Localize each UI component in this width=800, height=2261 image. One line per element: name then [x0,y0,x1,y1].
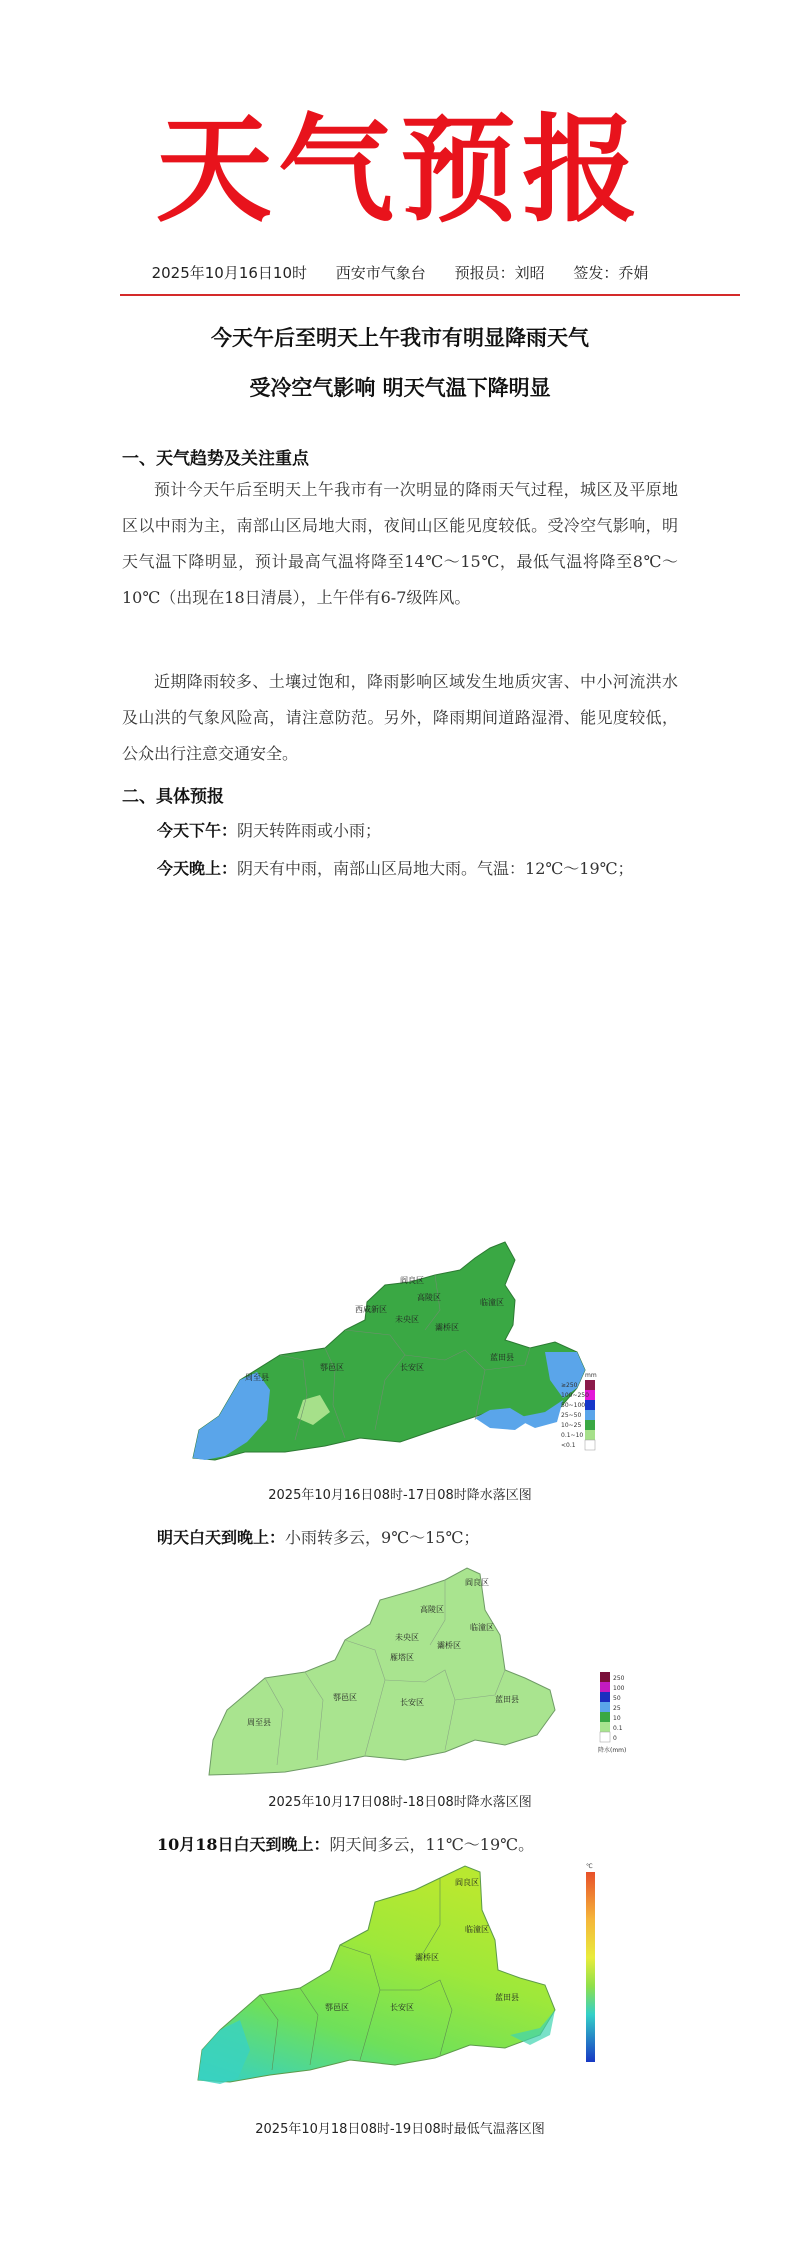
map-2-caption: 2025年10月17日08时-18日08时降水落区图 [268,1795,532,1810]
place-label: 灞桥区 [437,1641,461,1650]
section-2-title: 二、具体预报 [122,787,224,807]
place-label: 鄠邑区 [320,1363,344,1372]
precipitation-map-1 [185,1230,625,1475]
place-label: 长安区 [400,1698,424,1707]
place-label: 鄠邑区 [333,1693,357,1702]
forecast-day-18 [157,1832,534,1855]
map-3-caption: 2025年10月18日08时-19日08时最低气温落区图 [255,2122,545,2137]
legend-label: 250 [613,1675,625,1682]
legend-label: <0.1 [561,1442,576,1449]
legend-label: 50 [613,1695,621,1702]
section-1-paragraph-2: 近期降雨较多、土壤过饱和，降雨影响区域发生地质灾害、中小河流洪水及山洪的气象风险高，请注意防范。另外，降雨期间道路湿滑、能见度较低，公众出行注意交通安全。 [122,672,678,763]
legend-title: ℃ [586,1863,593,1870]
forecast-label: 明天白天到晚上： [157,1528,286,1547]
headline-line-1: 今天午后至明天上午我市有明显降雨天气 [211,325,589,350]
section-1-title: 一、天气趋势及关注重点 [122,449,309,469]
forecast-text: 小雨转多云，9℃～15℃； [285,1528,480,1547]
place-label: 西咸新区 [355,1305,387,1314]
place-label: 鄠邑区 [325,2003,349,2012]
place-label: 长安区 [400,1363,424,1372]
legend-label: 25~50 [561,1412,582,1419]
place-label: 临潼区 [480,1298,504,1307]
legend-title: mm [585,1372,597,1379]
forecast-label: 今天下午： [157,821,238,840]
place-label: 长安区 [390,2003,414,2012]
legend-label: 100~250 [561,1392,589,1399]
place-label: 灞桥区 [435,1323,459,1332]
legend-label: 10 [613,1715,621,1722]
forecast-text: 阴天转阵雨或小雨； [237,821,382,840]
map-3-legend [586,1863,595,2062]
issue-time: 2025年10月16日10时 [151,264,308,282]
map-2-legend [598,1672,626,1754]
legend-label: 10~25 [561,1422,582,1429]
place-label: 蓝田县 [495,1993,519,2002]
min-temperature-map-3 [190,1860,620,2095]
place-label: 阎良区 [400,1276,424,1285]
legend-label: ≥250 [561,1382,578,1389]
issue-issuer: 签发：乔娟 [573,264,649,282]
forecast-label: 10月18日白天到晚上： [157,1835,330,1854]
place-label: 高陵区 [417,1293,441,1302]
place-label: 未央区 [395,1315,419,1324]
map-1-caption: 2025年10月16日08时-17日08时降水落区图 [268,1488,532,1503]
forecast-today-afternoon [157,818,381,841]
legend-label: 25 [613,1705,621,1712]
issue-forecaster: 预报员：刘昭 [454,264,545,282]
place-label: 蓝田县 [490,1353,514,1362]
headline-line-2: 受冷空气影响 明天气温下降明显 [249,375,551,400]
forecast-tomorrow [157,1525,479,1548]
legend-label: 0.1 [613,1725,623,1732]
place-label: 高陵区 [420,1605,444,1614]
place-label: 临潼区 [465,1925,489,1934]
place-label: 阎良区 [455,1878,479,1887]
legend-label: 0 [613,1735,617,1742]
issue-station: 西安市气象台 [335,264,426,282]
issue-info [0,262,800,283]
masthead-title: 天气预报 [156,102,644,238]
place-label: 灞桥区 [415,1953,439,1962]
place-label: 阎良区 [465,1578,489,1587]
section-1-paragraph-1: 预计今天午后至明天上午我市有一次明显的降雨天气过程，城区及平原地区以中雨为主，南部山区局地大雨，夜间山区能见度较低。受冷空气影响，明天气温下降明显，预计最高气温将降至14℃～15℃，最低气温将降至8℃～10℃（出现在18日清晨），上午伴有6-7级阵风。 [122,480,678,607]
legend-label: 100 [613,1685,625,1692]
precipitation-map-2 [205,1560,635,1785]
forecast-text: 阴天间多云，11℃～19℃。 [329,1835,535,1854]
place-label: 周至县 [245,1373,269,1382]
forecast-label: 今天晚上： [157,859,238,878]
legend-unit: 降水(mm) [598,1747,627,1754]
red-divider [120,294,740,296]
forecast-tonight [157,856,634,879]
legend-label: 50~100 [561,1402,586,1409]
place-label: 蓝田县 [495,1695,519,1704]
place-label: 未央区 [395,1633,419,1642]
place-label: 周至县 [247,1718,271,1727]
forecast-text: 阴天有中雨，南部山区局地大雨。气温：12℃～19℃； [237,859,634,878]
place-label: 雁塔区 [390,1653,414,1662]
place-label: 临潼区 [470,1623,494,1632]
legend-label: 0.1~10 [561,1432,584,1439]
